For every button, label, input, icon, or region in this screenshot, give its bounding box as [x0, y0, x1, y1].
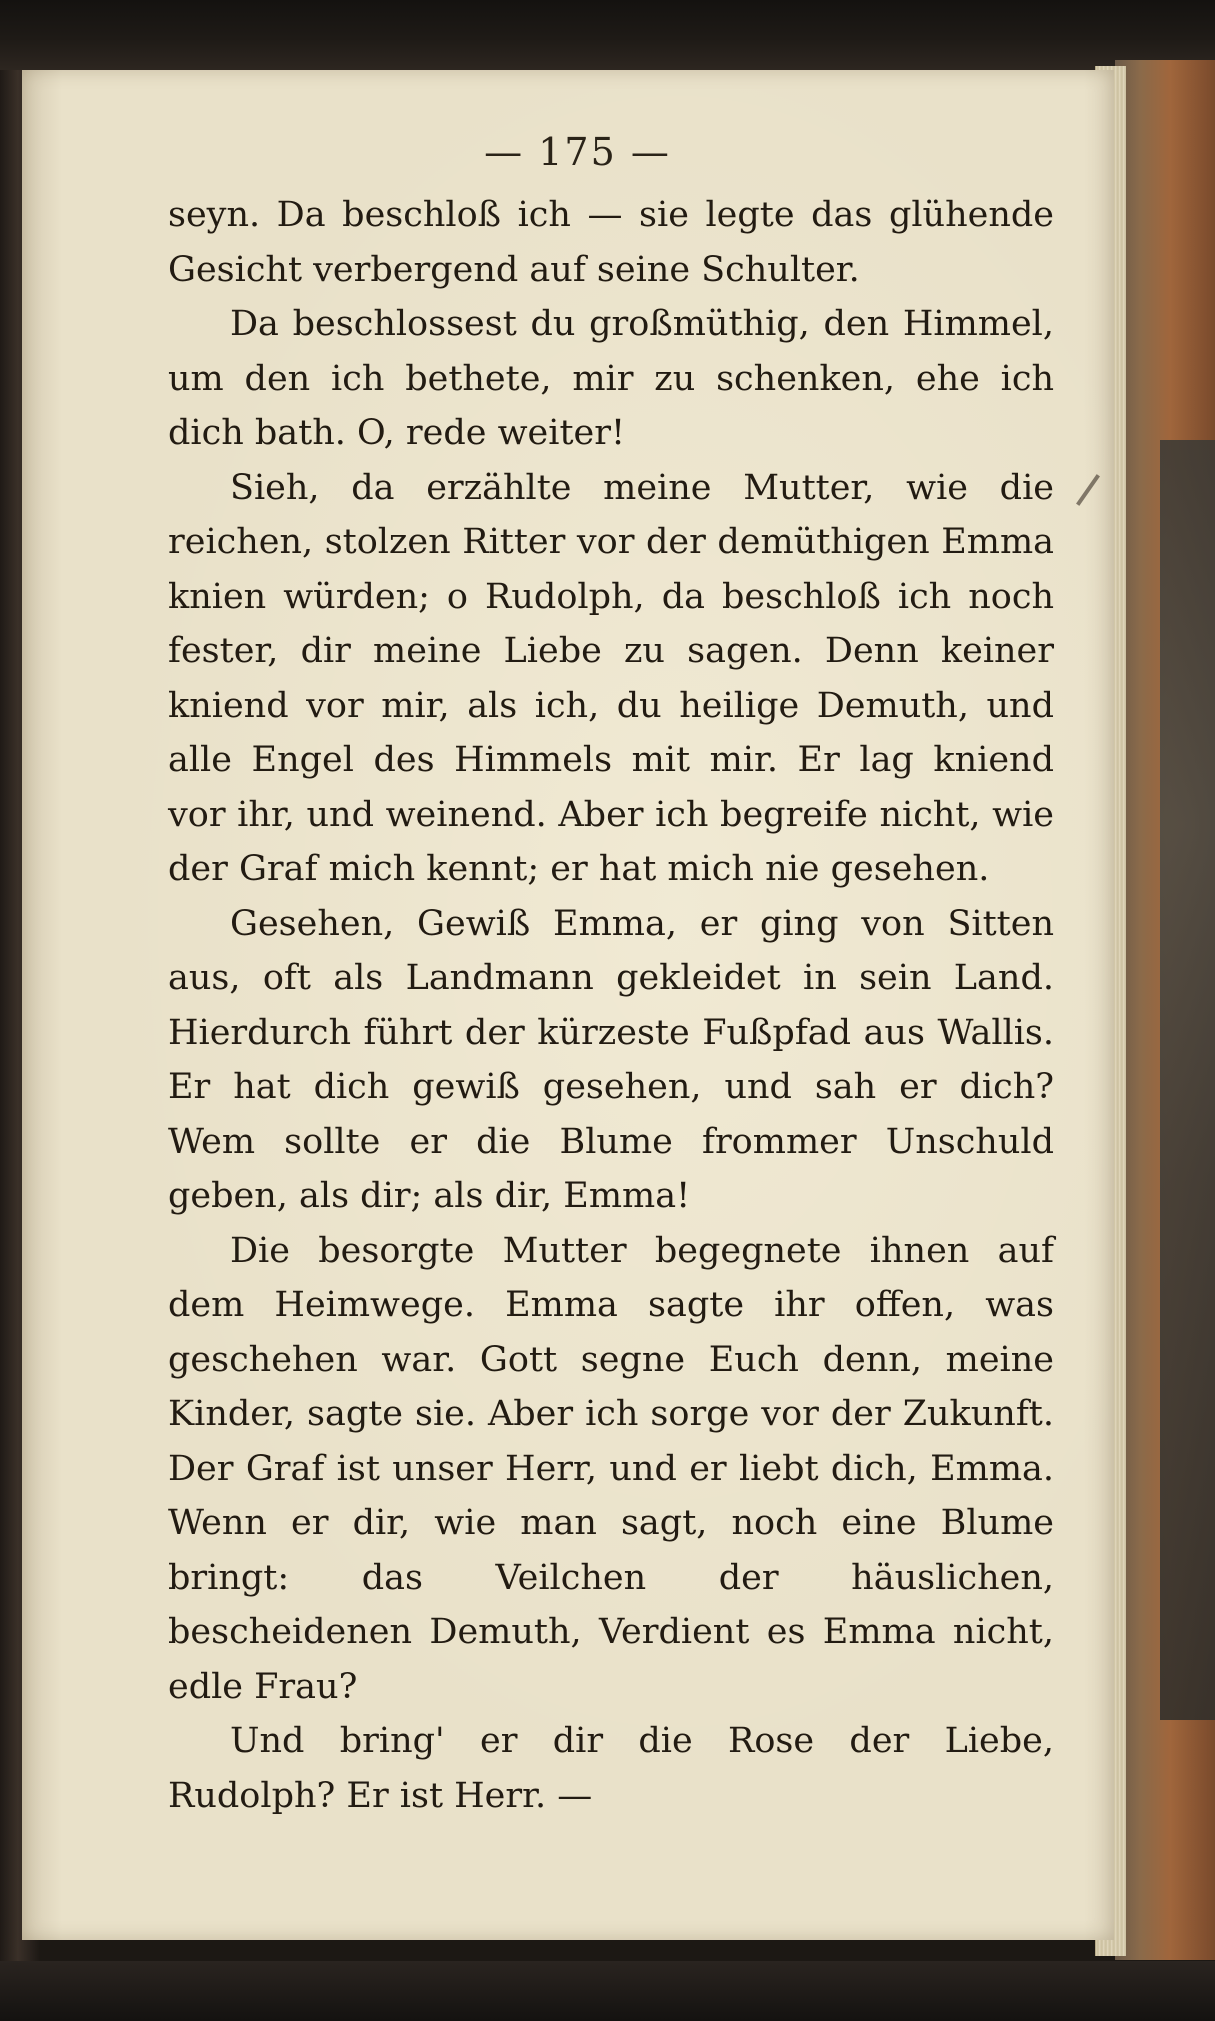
paragraph: Die besorgte Mutter begegnete ihnen auf dem Heimwege. Emma sagte ihr offen, was geschehen war. Gott segne Euch denn, meine Kinder, sagte sie. Aber ich sorge vor der Zukunft. Der Graf ist unser Herr, und er liebt dich, Emma. Wenn er dir, wie man sagt, noch eine Blume bringt: das Veilchen der häuslichen, bescheidenen Demuth, Verdient es Emma nicht, edle Frau?	[168, 1230, 1054, 1707]
scan-bottom-edge	[0, 1961, 1215, 2021]
body-text	[168, 188, 1054, 1823]
paragraph: seyn. Da beschloß ich — sie legte das glühende Gesicht verbergend auf seine Schulter.	[168, 195, 1054, 290]
scan-top-edge	[0, 0, 1215, 70]
paragraph: Gesehen, Gewiß Emma, er ging von Sitten aus, oft als Landmann gekleidet in sein Land. Hierdurch führt der kürzeste Fußpfad aus Wallis. Er hat dich gewiß gesehen, und sah er dich? Wem sollte er die Blume frommer Unschuld geben, als dir; als dir, Emma!	[168, 903, 1054, 1216]
paragraph: Da beschlossest du großmüthig, den Himmel, um den ich bethete, mir zu schenken, ehe ich dich bath. O, rede weiter!	[168, 304, 1054, 453]
paragraph: Sieh, da erzählte meine Mutter, wie die reichen, stolzen Ritter vor der demüthigen Emma knien würden; o Rudolph, da beschloß ich noch fester, dir meine Liebe zu sagen. Denn keiner kniend vor mir, als ich, du heilige Demuth, und alle Engel des Himmels mit mir. Er lag kniend vor ihr, und weinend. Aber ich begreife nicht, wie der Graf mich kennt; er hat mich nie gesehen.	[168, 467, 1054, 889]
paragraph: Und bring' er dir die Rose der Liebe, Rudolph? Er ist Herr. —	[168, 1721, 1054, 1816]
cover-marbling	[1160, 440, 1215, 1720]
book-cover-edge	[1115, 60, 1215, 1960]
page-number: — 175 —	[484, 130, 671, 174]
